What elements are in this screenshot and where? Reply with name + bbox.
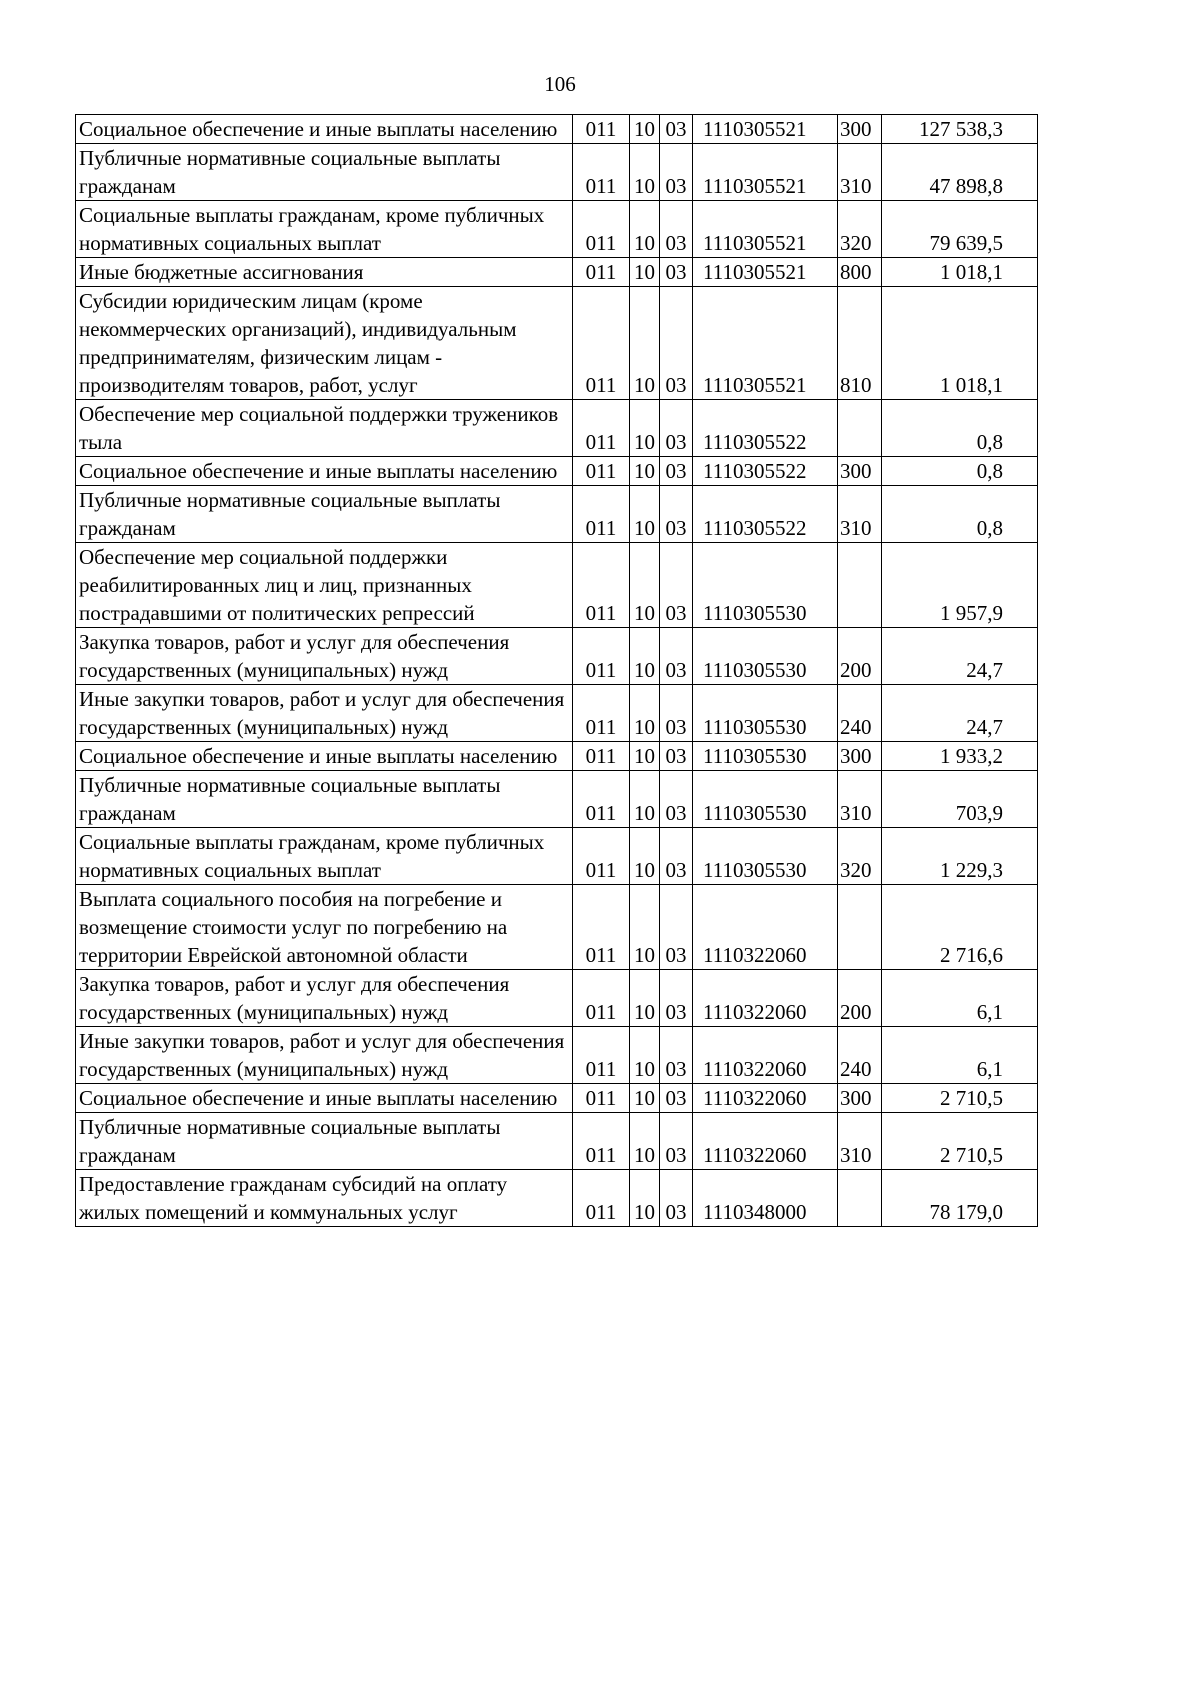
row-amount: 1 957,9 (882, 543, 1038, 628)
row-section-code: 10 (630, 1113, 660, 1170)
row-expense-type-code: 810 (838, 287, 882, 400)
row-expense-type-code: 300 (838, 115, 882, 144)
row-amount: 79 639,5 (882, 201, 1038, 258)
row-amount: 78 179,0 (882, 1170, 1038, 1227)
row-ministry-code: 011 (573, 885, 630, 970)
row-ministry-code: 011 (573, 258, 630, 287)
row-section-code: 10 (630, 287, 660, 400)
row-target-article-code: 1110305521 (693, 201, 838, 258)
row-target-article-code: 1110305530 (693, 543, 838, 628)
row-section-code: 10 (630, 1027, 660, 1084)
row-amount: 47 898,8 (882, 144, 1038, 201)
table-row (76, 400, 1038, 457)
row-section-code: 10 (630, 486, 660, 543)
row-target-article-code: 1110305521 (693, 287, 838, 400)
row-amount: 2 716,6 (882, 885, 1038, 970)
row-expense-type-code: 310 (838, 1113, 882, 1170)
table-row (76, 1170, 1038, 1227)
table-row (76, 258, 1038, 287)
row-subsection-code: 03 (660, 201, 693, 258)
page-number: 106 (544, 72, 576, 96)
table-row (76, 287, 1038, 400)
row-target-article-code: 1110305530 (693, 828, 838, 885)
row-target-article-code: 1110348000 (693, 1170, 838, 1227)
row-expense-type-code: 310 (838, 144, 882, 201)
row-ministry-code: 011 (573, 828, 630, 885)
row-name: Публичные нормативные социальные выплаты гражданам (76, 144, 573, 201)
row-name: Иные бюджетные ассигнования (76, 258, 573, 287)
row-target-article-code: 1110305530 (693, 771, 838, 828)
row-name: Публичные нормативные социальные выплаты гражданам (76, 486, 573, 543)
row-name: Закупка товаров, работ и услуг для обеспечения государственных (муниципальных) нужд (76, 970, 573, 1027)
row-amount: 127 538,3 (882, 115, 1038, 144)
row-name: Иные закупки товаров, работ и услуг для обеспечения государственных (муниципальных) нужд (76, 685, 573, 742)
row-subsection-code: 03 (660, 115, 693, 144)
row-name: Субсидии юридическим лицам (кроме некоммерческих организаций), индивидуальным предпринимателям, физическим лицам - производителям товаров, работ, услуг (76, 287, 573, 400)
row-subsection-code: 03 (660, 1084, 693, 1113)
table-row (76, 457, 1038, 486)
row-amount: 703,9 (882, 771, 1038, 828)
row-name: Выплата социального пособия на погребение и возмещение стоимости услуг по погребению на территории Еврейской автономной области (76, 885, 573, 970)
row-ministry-code: 011 (573, 771, 630, 828)
row-name: Предоставление гражданам субсидий на оплату жилых помещений и коммунальных услуг (76, 1170, 573, 1227)
row-ministry-code: 011 (573, 1170, 630, 1227)
row-section-code: 10 (630, 1170, 660, 1227)
row-expense-type-code (838, 885, 882, 970)
row-name: Обеспечение мер социальной поддержки тружеников тыла (76, 400, 573, 457)
row-section-code: 10 (630, 201, 660, 258)
row-target-article-code: 1110305522 (693, 486, 838, 543)
row-section-code: 10 (630, 144, 660, 201)
row-expense-type-code (838, 543, 882, 628)
row-expense-type-code (838, 1170, 882, 1227)
table-row (76, 201, 1038, 258)
row-amount: 0,8 (882, 457, 1038, 486)
row-section-code: 10 (630, 543, 660, 628)
table-row (76, 144, 1038, 201)
row-expense-type-code: 320 (838, 828, 882, 885)
row-section-code: 10 (630, 685, 660, 742)
row-expense-type-code: 240 (838, 1027, 882, 1084)
row-ministry-code: 011 (573, 628, 630, 685)
budget-table (75, 114, 1038, 1227)
row-subsection-code: 03 (660, 685, 693, 742)
row-name: Социальное обеспечение и иные выплаты населению (76, 1084, 573, 1113)
row-ministry-code: 011 (573, 1113, 630, 1170)
row-expense-type-code: 310 (838, 486, 882, 543)
row-expense-type-code: 300 (838, 742, 882, 771)
table-row (76, 543, 1038, 628)
table-row (76, 771, 1038, 828)
row-ministry-code: 011 (573, 1027, 630, 1084)
row-section-code: 10 (630, 1084, 660, 1113)
row-amount: 1 018,1 (882, 287, 1038, 400)
row-section-code: 10 (630, 400, 660, 457)
row-subsection-code: 03 (660, 287, 693, 400)
table-row (76, 885, 1038, 970)
row-subsection-code: 03 (660, 258, 693, 287)
row-amount: 6,1 (882, 1027, 1038, 1084)
row-target-article-code: 1110322060 (693, 1027, 838, 1084)
row-section-code: 10 (630, 742, 660, 771)
row-ministry-code: 011 (573, 457, 630, 486)
row-section-code: 10 (630, 970, 660, 1027)
row-target-article-code: 1110305521 (693, 258, 838, 287)
table-row (76, 828, 1038, 885)
row-amount: 6,1 (882, 970, 1038, 1027)
row-name: Публичные нормативные социальные выплаты гражданам (76, 1113, 573, 1170)
row-name: Социальные выплаты гражданам, кроме публичных нормативных социальных выплат (76, 828, 573, 885)
row-amount: 1 933,2 (882, 742, 1038, 771)
table-row (76, 970, 1038, 1027)
row-target-article-code: 1110305521 (693, 115, 838, 144)
row-ministry-code: 011 (573, 685, 630, 742)
table-row (76, 742, 1038, 771)
row-amount: 2 710,5 (882, 1084, 1038, 1113)
row-section-code: 10 (630, 115, 660, 144)
row-expense-type-code: 200 (838, 970, 882, 1027)
table-row (76, 685, 1038, 742)
row-target-article-code: 1110305530 (693, 742, 838, 771)
row-subsection-code: 03 (660, 543, 693, 628)
row-amount: 24,7 (882, 628, 1038, 685)
row-name: Социальное обеспечение и иные выплаты населению (76, 742, 573, 771)
row-ministry-code: 011 (573, 970, 630, 1027)
row-expense-type-code: 300 (838, 1084, 882, 1113)
row-ministry-code: 011 (573, 742, 630, 771)
row-target-article-code: 1110322060 (693, 1113, 838, 1170)
row-amount: 0,8 (882, 400, 1038, 457)
row-name: Закупка товаров, работ и услуг для обеспечения государственных (муниципальных) нужд (76, 628, 573, 685)
table-row (76, 1084, 1038, 1113)
row-subsection-code: 03 (660, 885, 693, 970)
row-subsection-code: 03 (660, 1170, 693, 1227)
row-ministry-code: 011 (573, 1084, 630, 1113)
row-subsection-code: 03 (660, 457, 693, 486)
row-expense-type-code: 310 (838, 771, 882, 828)
row-subsection-code: 03 (660, 828, 693, 885)
row-expense-type-code: 200 (838, 628, 882, 685)
row-name: Обеспечение мер социальной поддержки реабилитированных лиц и лиц, признанных пострадавшими от политических репрессий (76, 543, 573, 628)
row-section-code: 10 (630, 258, 660, 287)
row-name: Иные закупки товаров, работ и услуг для обеспечения государственных (муниципальных) нужд (76, 1027, 573, 1084)
row-amount: 2 710,5 (882, 1113, 1038, 1170)
row-name: Социальное обеспечение и иные выплаты населению (76, 115, 573, 144)
table-row (76, 486, 1038, 543)
row-section-code: 10 (630, 457, 660, 486)
row-target-article-code: 1110322060 (693, 970, 838, 1027)
row-ministry-code: 011 (573, 144, 630, 201)
budget-table-body (76, 115, 1038, 1227)
row-subsection-code: 03 (660, 771, 693, 828)
row-ministry-code: 011 (573, 400, 630, 457)
row-expense-type-code: 320 (838, 201, 882, 258)
row-section-code: 10 (630, 628, 660, 685)
row-name: Социальные выплаты гражданам, кроме публичных нормативных социальных выплат (76, 201, 573, 258)
row-subsection-code: 03 (660, 970, 693, 1027)
row-amount: 0,8 (882, 486, 1038, 543)
row-subsection-code: 03 (660, 144, 693, 201)
row-ministry-code: 011 (573, 115, 630, 144)
row-section-code: 10 (630, 771, 660, 828)
row-expense-type-code: 240 (838, 685, 882, 742)
table-row (76, 115, 1038, 144)
row-target-article-code: 1110322060 (693, 1084, 838, 1113)
row-target-article-code: 1110305522 (693, 400, 838, 457)
row-target-article-code: 1110305530 (693, 685, 838, 742)
row-amount: 24,7 (882, 685, 1038, 742)
row-target-article-code: 1110322060 (693, 885, 838, 970)
row-target-article-code: 1110305522 (693, 457, 838, 486)
table-row (76, 1113, 1038, 1170)
row-target-article-code: 1110305530 (693, 628, 838, 685)
row-subsection-code: 03 (660, 1113, 693, 1170)
row-amount: 1 229,3 (882, 828, 1038, 885)
row-ministry-code: 011 (573, 287, 630, 400)
row-subsection-code: 03 (660, 486, 693, 543)
row-ministry-code: 011 (573, 486, 630, 543)
row-subsection-code: 03 (660, 1027, 693, 1084)
table-row (76, 1027, 1038, 1084)
row-subsection-code: 03 (660, 742, 693, 771)
row-amount: 1 018,1 (882, 258, 1038, 287)
row-name: Социальное обеспечение и иные выплаты населению (76, 457, 573, 486)
row-target-article-code: 1110305521 (693, 144, 838, 201)
row-expense-type-code (838, 400, 882, 457)
row-expense-type-code: 300 (838, 457, 882, 486)
row-name: Публичные нормативные социальные выплаты гражданам (76, 771, 573, 828)
row-ministry-code: 011 (573, 201, 630, 258)
row-subsection-code: 03 (660, 400, 693, 457)
table-row (76, 628, 1038, 685)
row-subsection-code: 03 (660, 628, 693, 685)
row-ministry-code: 011 (573, 543, 630, 628)
row-section-code: 10 (630, 885, 660, 970)
row-expense-type-code: 800 (838, 258, 882, 287)
row-section-code: 10 (630, 828, 660, 885)
